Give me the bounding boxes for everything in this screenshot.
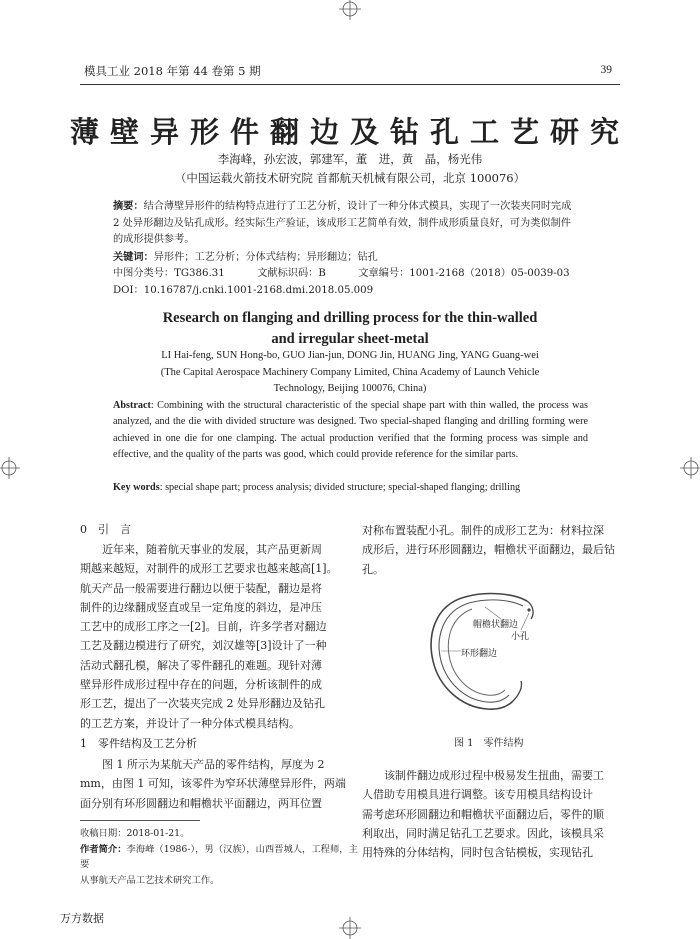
figure-1 (425, 583, 565, 718)
paragraph-line: 形工艺，提出了一次装夹完成 2 处异形翻边及钻孔 (80, 697, 325, 711)
title-cn: 薄壁异形件翻边及钻孔工艺研究 (69, 115, 630, 149)
registration-mark-top (339, 0, 361, 20)
registration-mark-right (680, 457, 700, 479)
abstract-cn-line2: 2 处异形翻边及钻孔成形。经实际生产验证，该成形工艺简单有效，制件成形质量良好，可为类似制件 (113, 217, 571, 229)
figure-label-brim: 帽檐状翻边 (473, 620, 519, 630)
paragraph-line: 成形后，进行环形圆翻边，帽檐状平面翻边，最后钻 (362, 543, 615, 557)
received-date: 收稿日期：2018-01-21。 (80, 828, 190, 839)
paragraph-line: 利取出，同时满足钻孔工艺要求。因此，该模具采 (362, 826, 604, 840)
paragraph-line: 活动式翻孔模，解决了零件翻孔的难题。现针对薄 (80, 658, 322, 672)
abstract-cn-label: 摘要： (113, 200, 144, 212)
right-column-top (362, 521, 624, 579)
page-number: 39 (600, 64, 612, 76)
abstract-en-label: Abstract (113, 400, 151, 411)
abstract-cn-line1: 结合薄壁异形件的结构特点进行了工艺分析，设计了一种分体式模具，实现了一次装夹同时完成 (143, 201, 572, 212)
keywords-en (113, 480, 588, 496)
abstract-en (113, 398, 588, 464)
paragraph-line: 孔。 (362, 562, 384, 576)
title-en-line1: Research on flanging and drilling process for the thin-walled (162, 310, 538, 326)
right-column-bottom (362, 766, 624, 862)
paragraph-line: 对称布置装配小孔。制件的成形工艺为：材料拉深 (362, 524, 604, 537)
paragraph-line: 壁异形件成形过程中存在的问题，分析该制件的成 (80, 678, 322, 692)
doc-code: B (318, 268, 326, 279)
figure-label-hole: 小孔 (511, 632, 530, 642)
paragraph-line: 的工艺方案，并设计了一种分体式模具结构。 (80, 716, 300, 730)
paragraph-line: 面分别有环形圆翻边和帽檐状平面翻边，两耳位置 (80, 796, 322, 810)
paragraph-line: 图 1 所示为某航天产品的零件结构，厚度为 2 (80, 758, 325, 771)
article-number: 1001-2168（2018）05-0039-03 (409, 268, 570, 279)
figure-label-ring: 环形翻边 (461, 649, 498, 659)
affiliation-en-line2: Technology, Beijing 100076, China) (273, 383, 427, 394)
paragraph-line: 工艺及翻边模进行了研究，刘汉雄等[3]设计了一种 (80, 639, 327, 653)
paragraph-line: 航天产品一般需要进行翻边以便于装配，翻边是将 (80, 581, 322, 595)
registration-mark-bottom (339, 917, 361, 939)
paragraph-line: mm，由图 1 可知，该零件为窄环状薄壁异形件，两端 (80, 777, 346, 791)
footnote-rule (80, 820, 200, 821)
footer-source: 万方数据 (60, 912, 104, 925)
abstract-cn-line3: 的成形提供参考。 (113, 234, 195, 245)
keywords-cn: 异形件；工艺分析；分体式结构；异形翻边；钻孔 (153, 251, 378, 263)
author-bio-line2: 从事航天产品工艺技术研究工作。 (80, 874, 220, 886)
abstract-en-text: : Combining with the structural characteristic of the special shape part with thin walled, the process was analyzed, and the die with divided structure was designed. Two special-shaped flanging and drilling forming were achieved in one die for one clamping. The actual production verified that the forming process was simple and effective, and the quality of the parts was good, which could provide reference for the similar parts. (113, 400, 588, 461)
section-0-body (80, 540, 352, 733)
footnote (80, 826, 360, 888)
doc-code-label: 文献标识码： (257, 268, 319, 279)
authors-cn: 李海峰，孙宏波，郭建军，董 进，黄 晶，杨光伟 (217, 152, 483, 166)
paragraph-line: 用特殊的分体结构，同时包含钻模板，实现钻孔 (362, 846, 593, 860)
author-bio-label: 作者简介： (80, 843, 127, 855)
paragraph-line: 人借助专用模具进行调整。该专用模具结构设计 (362, 788, 593, 802)
paragraph-line: 近年来，随着航天事业的发展，其产品更新周 (80, 543, 322, 556)
paragraph-line: 期越来越短，对制件的成形工艺要求也越来越高[1]。 (80, 562, 338, 576)
title-en-line2: and irregular sheet-metal (271, 331, 429, 347)
clc-label: 中图分类号： (113, 268, 175, 279)
article-number-label: 文章编号： (358, 268, 410, 279)
section-1-body (80, 755, 352, 813)
keywords-cn-label: 关键词： (113, 250, 154, 263)
classification-line (113, 266, 593, 283)
paragraph-line: 工艺中的成形工序之一[2]。目前，许多学者对翻边 (80, 620, 327, 634)
doi: DOI：10.16787/j.cnki.1001-2168.dmi.2018.05.009 (113, 284, 374, 296)
paragraph-line: 制件的边缘翻成竖直或呈一定角度的斜边，是冲压 (80, 600, 322, 614)
clc-code: TG386.31 (174, 268, 225, 279)
affiliation-en (80, 365, 620, 397)
keywords-en-text: : special shape part; process analysis; divided structure; special-shaped flanging; drilling (159, 482, 521, 493)
keywords-en-label: Key words (113, 482, 160, 493)
author-bio-line1: 李海峰（1986-），男（汉族），山西晋城人，工程师，主要 (80, 843, 358, 870)
paragraph-line: 该制件翻边成形过程中极易发生扭曲，需要工 (362, 769, 604, 782)
figure-1-caption: 图 1 零件结构 (454, 738, 524, 749)
affiliation-en-line1: (The Capital Aerospace Machinery Company Limited, China Academy of Launch Vehicle (160, 367, 540, 378)
journal-header: 模具工业 2018 年第 44 卷第 5 期 (84, 64, 261, 78)
paragraph-line: 需考虑环形圆翻边和帽檐状平面翻边后，零件的顺 (362, 807, 604, 821)
authors-en: LI Hai-feng, SUN Hong-bo, GUO Jian-jun, DONG Jin, HUANG Jing, YANG Guang-wei (161, 350, 539, 361)
section-0-heading: 0 引 言 (80, 523, 131, 536)
registration-mark-left (0, 457, 20, 479)
abstract-cn (113, 198, 593, 299)
affiliation-cn: （中国运载火箭技术研究院 首都航天机械有限公司，北京 100076） (174, 171, 526, 185)
title-en (80, 308, 620, 350)
section-1-heading: 1 零件结构及工艺分析 (80, 737, 197, 750)
header-rule (80, 84, 620, 85)
